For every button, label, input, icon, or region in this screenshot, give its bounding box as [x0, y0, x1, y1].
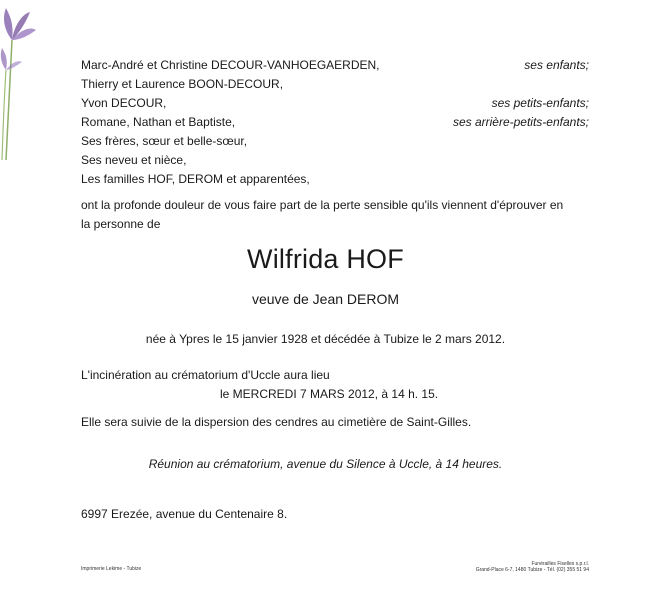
relation-great-grandchildren: ses arrière-petits-enfants;: [452, 115, 589, 129]
family-line-2: Thierry et Laurence BOON-DECOUR,: [81, 77, 284, 91]
address: 6997 Erezée, avenue du Centenaire 8.: [81, 507, 288, 521]
iris-flower-decoration: [0, 0, 40, 160]
meeting-text: Réunion au crématorium, avenue du Silence à Uccle, à 14 heures.: [148, 457, 503, 471]
relation-children: ses enfants;: [524, 58, 589, 72]
deceased-name: Wilfrida HOF: [247, 244, 404, 274]
birth-death-dates: née à Ypres le 15 janvier 1928 et décédée à Tubize le 2 mars 2012.: [145, 332, 506, 346]
relation-grandchildren: ses petits-enfants;: [491, 96, 589, 110]
cremation-date: le MERCREDI 7 MARS 2012, à 14 h. 15.: [220, 387, 439, 401]
family-line-7: Les familles HOF, DEROM et apparentées,: [81, 172, 310, 186]
dispersion-text: Elle sera suivie de la dispersion des cendres au cimetière de Saint-Gilles.: [81, 415, 472, 429]
widow-of: veuve de Jean DEROM: [251, 291, 400, 307]
announcement-line-1: ont la profonde douleur de vous faire part de la perte sensible qu'ils viennent d'éprouver en: [81, 198, 564, 212]
family-line-1: Marc-André et Christine DECOUR-VANHOEGAERDEN,: [81, 58, 380, 72]
family-line-5: Ses frères, sœur et belle-sœur,: [81, 134, 248, 148]
funeral-home-name: Funérailles Fiselles s.p.r.l.: [531, 561, 589, 567]
funeral-home-address: Grand-Place 6-7, 1480 Tubize - Tél. (02) 355 51 94: [475, 567, 589, 573]
family-line-6: Ses neveu et nièce,: [81, 153, 187, 167]
family-line-3: Yvon DECOUR,: [81, 96, 167, 110]
announcement-line-2: la personne de: [81, 217, 161, 231]
cremation-intro: L'incinération au crématorium d'Uccle aura lieu: [81, 368, 330, 382]
printer-credit: Imprimerie Lekime - Tubize: [81, 566, 142, 572]
family-line-4: Romane, Nathan et Baptiste,: [81, 115, 236, 129]
